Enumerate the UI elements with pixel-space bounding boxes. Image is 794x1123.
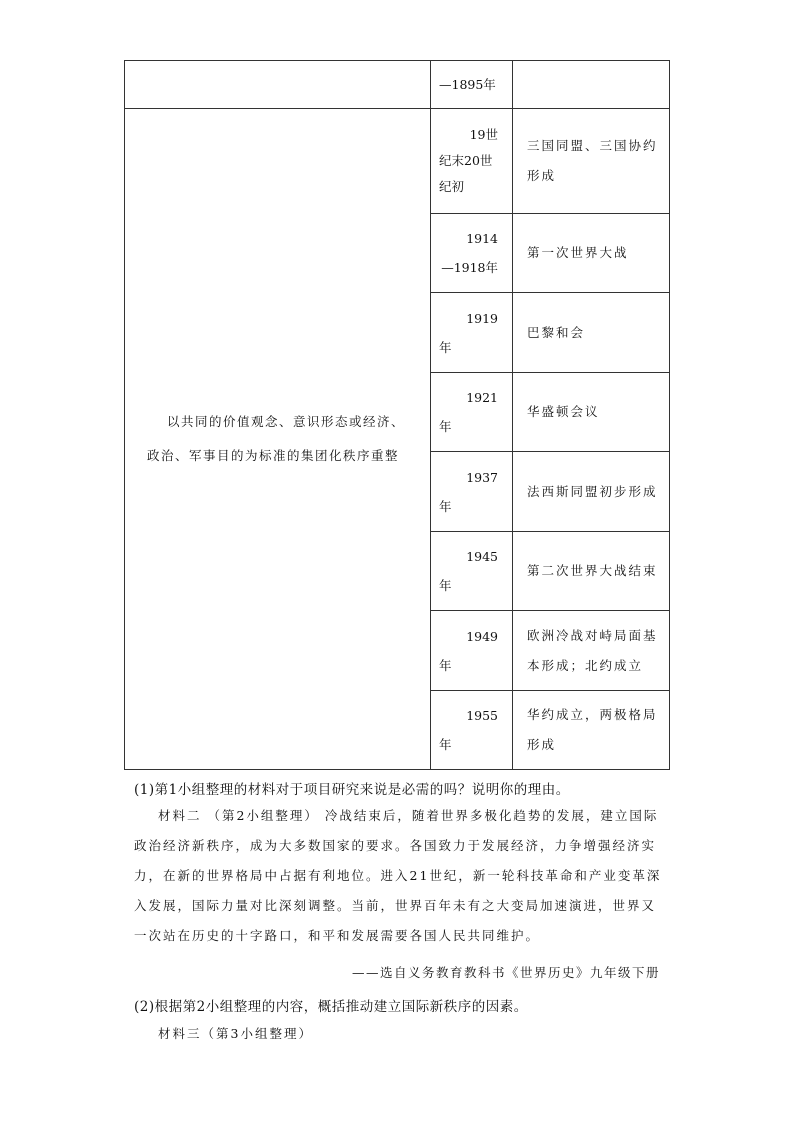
event-cell: 巴黎和会 <box>513 293 670 373</box>
year-cell: 1914 —1918年 <box>431 214 513 293</box>
event-cell: 法西斯同盟初步形成 <box>513 452 670 532</box>
material-2 <box>134 801 662 951</box>
material-3-title: 材料三（第3小组整理） <box>158 1026 313 1041</box>
year-cell: 1919 年 <box>431 293 513 373</box>
table-cell-empty <box>125 61 431 109</box>
material-3 <box>134 1019 662 1049</box>
event-cell: 三国同盟、三国协约形成 <box>513 109 670 214</box>
event-cell <box>513 61 670 109</box>
year-cell: 19世 纪末20世纪初 <box>431 109 513 214</box>
year-cell: 1949 年 <box>431 611 513 691</box>
event-cell: 第二次世界大战结束 <box>513 532 670 611</box>
event-cell: 第一次世界大战 <box>513 214 670 293</box>
event-cell: 欧洲冷战对峙局面基本形成；北约成立 <box>513 611 670 691</box>
table-row <box>125 109 670 214</box>
year-cell: —1895年 <box>431 61 513 109</box>
theme-text: 以共同的价值观念、意识形态或经济、政治、军事目的为标准的集团化秩序重整 <box>147 414 406 463</box>
year-cell: 1921 年 <box>431 373 513 452</box>
year-cell: 1945 年 <box>431 532 513 611</box>
year-cell: 1937 年 <box>431 452 513 532</box>
history-timeline-table <box>124 60 670 770</box>
theme-cell <box>125 109 431 770</box>
question-2: (2)根据第2小组整理的内容，概括推动建立国际新秩序的因素。 <box>134 999 528 1015</box>
event-cell: 华盛顿会议 <box>513 373 670 452</box>
material-2-text: 材料二 （第2小组整理） 冷战结束后，随着世界多极化趋势的发展，建立国际政治经济新秩序，成为大多数国家的要求。各国致力于发展经济，力争增强经济实力，在新的世界格局中占据有利地位。进入21世纪，新一轮科技革命和产业变革深入发展，国际力量对比深刻调整。当前，世界百年未有之大变局加速演进，世界又一次站在历史的十字路口，和平和发展需要各国人民共同维护。 <box>134 808 662 943</box>
question-1: (1)第1小组整理的材料对于项目研究来说是必需的吗？说明你的理由。 <box>134 782 570 798</box>
material-2-source: ——选自义务教育教科书《世界历史》九年级下册 <box>351 965 660 980</box>
table-row <box>125 61 670 109</box>
event-cell: 华约成立，两极格局形成 <box>513 691 670 770</box>
year-cell: 1955 年 <box>431 691 513 770</box>
